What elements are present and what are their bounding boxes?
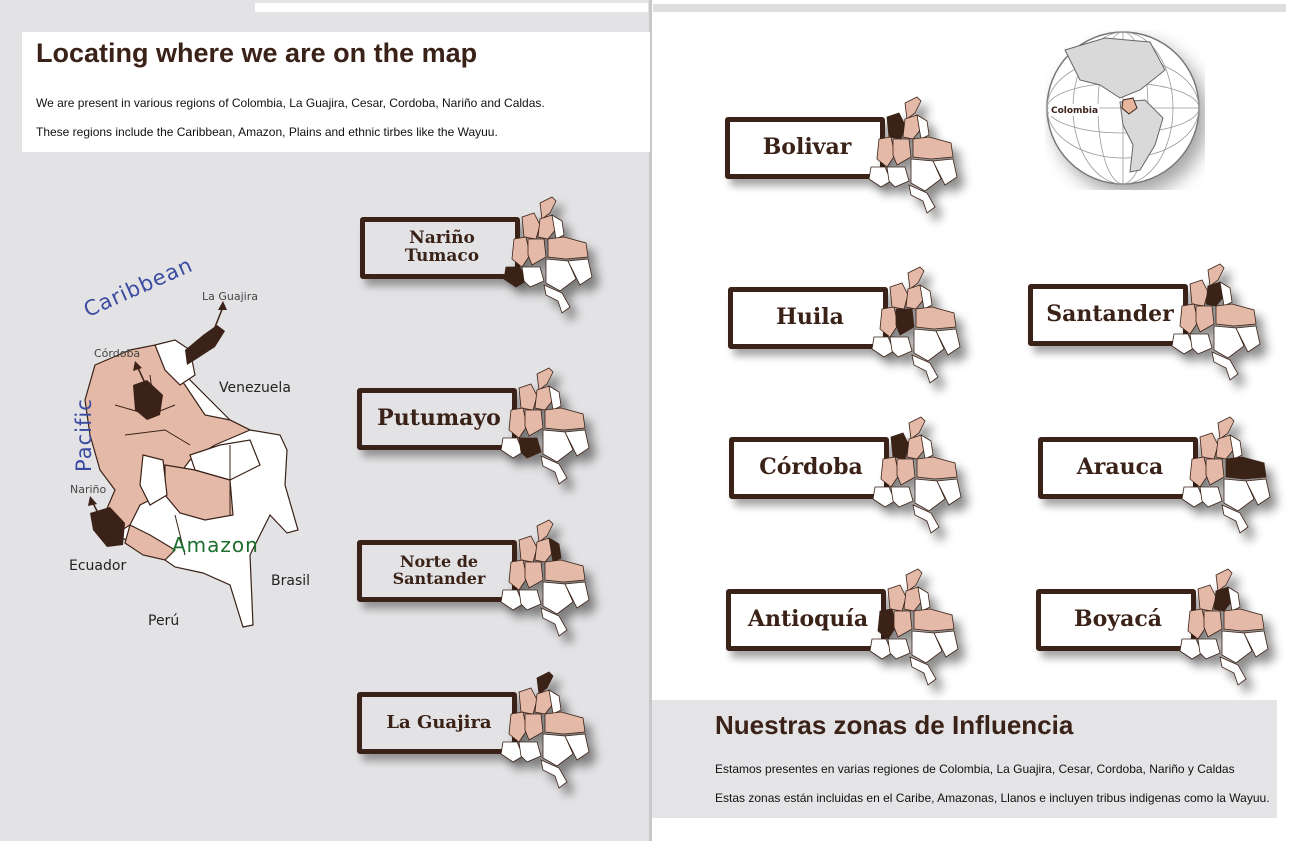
mini-map-region: [1204, 611, 1222, 637]
top-bar-left: [255, 3, 648, 12]
region-card-norte-santander: [357, 518, 597, 643]
mini-map-region: [509, 560, 527, 590]
region-card-santander: [1028, 262, 1268, 387]
mini-map-region: [916, 307, 956, 329]
mini-map-region: [917, 457, 957, 479]
region-card-cordoba: [729, 415, 969, 540]
mini-map-region: [525, 714, 543, 740]
mini-map-region: [512, 237, 530, 267]
mini-map-region: [893, 139, 911, 165]
mini-map-region: [897, 459, 915, 485]
mini-map-region: [888, 585, 906, 611]
mini-map-region: [878, 609, 896, 639]
intro-title: Locating where we are on the map: [36, 38, 478, 68]
outro-line-1: Estamos presentes en varias regiones de Colombia, La Guajira, Cesar, Cordoba, Nariño y Caldas: [715, 762, 1235, 776]
mini-map-region: [1200, 433, 1218, 459]
mini-map-region: [913, 137, 953, 159]
mini-map-region: [525, 562, 543, 588]
mini-map-region: [1228, 587, 1240, 611]
mini-map-region: [522, 267, 544, 287]
mini-map-region: [1200, 487, 1222, 507]
map-label-peru: Perú: [148, 613, 180, 629]
mini-map-region: [1230, 435, 1242, 459]
mini-map-region: [522, 213, 540, 239]
map-label-pacific: Pacific: [72, 398, 96, 472]
mini-map-region: [921, 435, 933, 459]
mini-map-region: [519, 384, 537, 410]
map-la-guajira-highlight: [185, 325, 225, 365]
mini-map-region: [519, 688, 537, 714]
intro-line-2: These regions include the Caribbean, Amazon, Plains and ethnic tirbes like the Wayuu.: [36, 125, 498, 139]
region-name: La Guajira: [386, 711, 492, 733]
region-card-la-guajira: [357, 670, 597, 795]
mini-map-region: [880, 307, 898, 337]
outro-title: Nuestras zonas de Influencia: [715, 710, 1074, 740]
mini-map-region: [1190, 280, 1208, 306]
map-label-cordoba: Córdoba: [94, 347, 141, 360]
mini-map-region: [1216, 304, 1256, 326]
region-card-antioquia: [726, 567, 966, 692]
map-label-narino: Nariño: [70, 483, 107, 496]
region-name: Arauca: [1076, 454, 1164, 481]
mini-map-region: [545, 712, 585, 734]
mini-map-region: [1198, 639, 1220, 659]
outro-box: [652, 700, 1277, 818]
mini-map-region: [519, 438, 541, 458]
mini-map-icon: [1176, 567, 1276, 687]
mini-map-region: [549, 538, 561, 562]
map-label-venezuela: Venezuela: [219, 380, 291, 396]
mini-map-region: [548, 237, 588, 259]
mini-map-region: [896, 309, 914, 335]
mini-map-region: [1206, 459, 1224, 485]
top-bar-right: [653, 4, 1286, 12]
mini-map-region: [888, 639, 910, 659]
mini-map-region: [877, 137, 895, 167]
mini-map-icon: [500, 195, 600, 315]
mini-map-region: [545, 560, 585, 582]
mini-map-region: [1190, 457, 1208, 487]
mini-map-region: [509, 712, 527, 742]
mini-map-icon: [497, 670, 597, 790]
mini-map-icon: [1178, 415, 1278, 535]
region-name: Nariño Tumaco: [404, 228, 480, 266]
region-card-boyaca: [1036, 567, 1276, 692]
region-card-huila: [728, 265, 968, 390]
mini-map-region: [890, 337, 912, 357]
region-name: Santander: [1046, 301, 1174, 328]
mini-map-region: [519, 742, 541, 762]
mini-map-region: [549, 386, 561, 410]
region-card-arauca: [1038, 415, 1278, 540]
mini-map-region: [552, 215, 564, 239]
mini-map-region: [1180, 304, 1198, 334]
mini-map-region: [891, 433, 909, 459]
region-name: Bolivar: [762, 134, 852, 161]
map-label-brasil: Brasil: [271, 573, 311, 589]
mini-map-region: [549, 690, 561, 714]
region-name: Antioquía: [747, 606, 869, 633]
mini-map-region: [920, 285, 932, 309]
mini-map-icon: [1168, 262, 1268, 382]
mini-map-icon: [869, 415, 969, 535]
mini-map-region: [509, 408, 527, 438]
mini-map-region: [545, 408, 585, 430]
mini-map-region: [914, 609, 954, 631]
mini-map-region: [887, 113, 905, 139]
mini-map-region: [891, 487, 913, 507]
mini-map-region: [1224, 609, 1264, 631]
mini-map-region: [519, 590, 541, 610]
region-name: Huila: [776, 304, 844, 331]
region-name: Boyacá: [1074, 606, 1162, 633]
mini-map-region: [881, 457, 899, 487]
region-card-bolivar: [725, 95, 965, 220]
intro-box: [22, 32, 650, 152]
region-name: Putumayo: [377, 405, 501, 432]
region-card-narino-tumaco: [360, 195, 600, 320]
mini-map-region: [1226, 457, 1266, 479]
globe-icon: [1045, 30, 1205, 190]
mini-map-icon: [865, 95, 965, 215]
map-label-la-guajira: La Guajira: [202, 290, 258, 303]
mini-map-icon: [866, 567, 966, 687]
mini-map-region: [528, 239, 546, 265]
mini-map-icon: [497, 518, 597, 638]
mini-map-icon: [868, 265, 968, 385]
region-card-putumayo: [357, 366, 597, 491]
mini-map-region: [1220, 282, 1232, 306]
outro-line-2: Estas zonas están incluidas en el Caribe, Amazonas, Llanos e incluyen tribus indigenas como la Wayuu.: [715, 791, 1270, 805]
mini-map-region: [525, 410, 543, 436]
map-label-amazon: Amazon: [172, 533, 259, 557]
region-name: Córdoba: [759, 454, 863, 481]
mini-map-region: [519, 536, 537, 562]
mini-map-region: [1196, 306, 1214, 332]
mini-map-icon: [497, 366, 597, 486]
region-name: Norte de Santander: [392, 552, 486, 588]
mini-map-region: [918, 587, 930, 611]
mini-map-region: [894, 611, 912, 637]
mini-map-region: [1188, 609, 1206, 639]
mini-map-region: [887, 167, 909, 187]
mini-map-region: [890, 283, 908, 309]
map-label-ecuador: Ecuador: [69, 558, 127, 574]
globe-label: Colombia: [1051, 106, 1099, 116]
intro-line-1: We are present in various regions of Colombia, La Guajira, Cesar, Cordoba, Nariño and Caldas.: [36, 96, 545, 110]
mini-map-region: [1190, 334, 1212, 354]
map-label-caribbean: Caribbean: [80, 252, 197, 322]
mini-map-region: [1198, 585, 1216, 611]
mini-map-region: [917, 115, 929, 139]
